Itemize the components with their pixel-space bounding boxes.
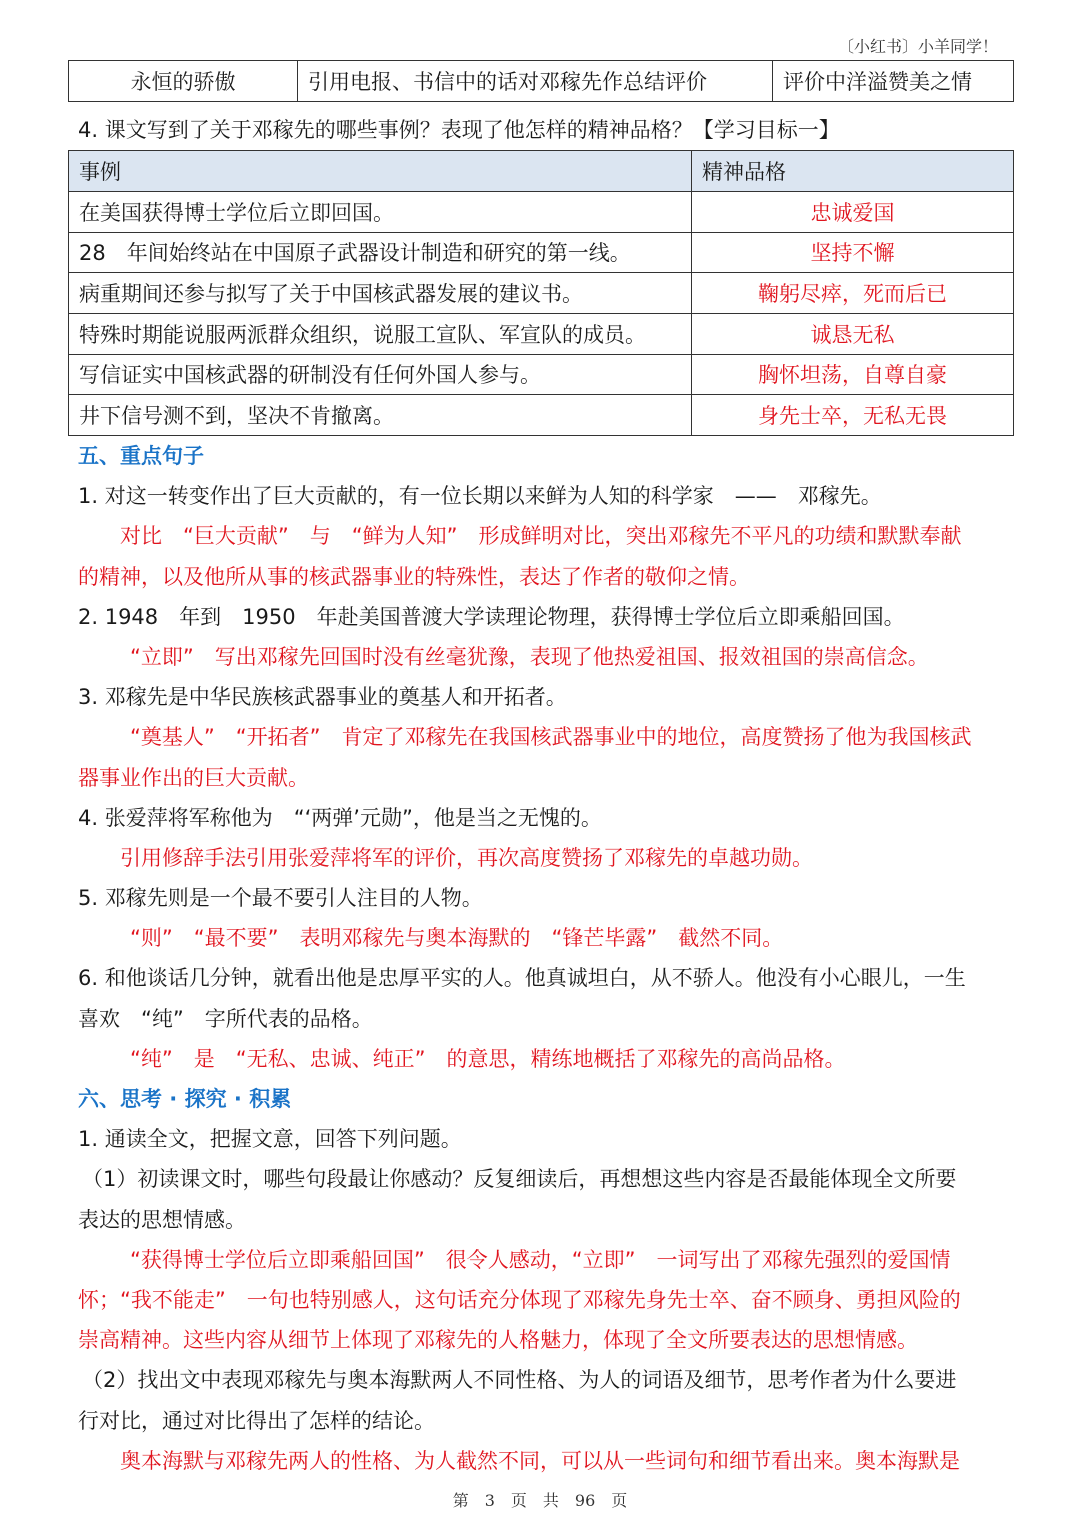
task-1-a1-line-3: 崇高精神。这些内容从细节上体现了邓稼先的人格魅力，体现了全文所要表达的思想情感。 <box>78 1328 918 1353</box>
column-header-deeds: 事例 <box>69 151 692 192</box>
page-content <box>68 60 1014 1481</box>
analysis-1-line-2: 的精神，以及他所从事的核武器事业的特殊性，表达了作者的敬仰之情。 <box>78 564 750 589</box>
page-number: 第 3 页 共 96 页 <box>452 1491 628 1510</box>
deed-cell: 病重期间还参与拟写了关于中国核武器发展的建议书。 <box>69 273 692 314</box>
table-row <box>69 354 1014 395</box>
deed-cell: 井下信号测不到，坚决不肯撤离。 <box>69 395 692 436</box>
spirit-cell: 身先士卒，无私无畏 <box>692 395 1014 436</box>
spirit-cell: 鞠躬尽瘁，死而后已 <box>692 273 1014 314</box>
sentence-5: 5. 邓稼先则是一个最不要引人注目的人物。 <box>78 886 483 911</box>
task-1-a2-line-1: 奥本海默与邓稼先两人的性格、为人截然不同，可以从一些词句和细节看出来。奥本海默是 <box>120 1448 960 1473</box>
sentence-4: 4. 张爱萍将军称他为 “‘两弹’元勋”，他是当之无愧的。 <box>78 805 602 830</box>
analysis-5: “则” “最不要” 表明邓稼先与奥本海默的 “锋芒毕露” 截然不同。 <box>130 926 784 951</box>
sentence-1: 1. 对这一转变作出了巨大贡献的，有一位长期以来鲜为人知的科学家 —— 邓稼先。 <box>78 484 882 509</box>
task-1-q1-line-2: 表达的思想情感。 <box>78 1207 246 1232</box>
column-header-spirit: 精神品格 <box>692 151 1014 192</box>
sentence-3: 3. 邓稼先是中华民族核武器事业的奠基人和开拓者。 <box>78 685 567 710</box>
spirit-cell: 忠诚爱国 <box>692 191 1014 232</box>
analysis-1-line-1: 对比 “巨大贡献” 与 “鲜为人知” 形成鲜明对比，突出邓稼先不平凡的功绩和默默奉献 <box>120 524 962 549</box>
deed-cell: 在美国获得博士学位后立即回国。 <box>69 191 692 232</box>
deed-cell: 28 年间始终站在中国原子武器设计制造和研究的第一线。 <box>69 232 692 273</box>
task-1-q1-line-1: （1）初读课文时，哪些句段最让你感动？反复细读后，再想想这些内容是否最能体现全文所要 <box>82 1167 957 1192</box>
deed-cell: 写信证实中国核武器的研制没有任何外国人参与。 <box>69 354 692 395</box>
table-row <box>69 273 1014 314</box>
sentence-6-line-1: 6. 和他谈话几分钟，就看出他是忠厚平实的人。他真诚坦白，从不骄人。他没有小心眼儿，一生 <box>78 966 966 991</box>
table-cell: 评价中洋溢赞美之情 <box>773 61 1014 102</box>
task-1-q2-line-1: （2）找出文中表现邓稼先与奥本海默两人不同性格、为人的词语及细节，思考作者为什么要进 <box>82 1368 957 1393</box>
summary-table <box>68 60 1014 102</box>
deed-cell: 特殊时期能说服两派群众组织，说服工宣队、军宣队的成员。 <box>69 313 692 354</box>
analysis-4: 引用修辞手法引用张爱萍将军的评价，再次高度赞扬了邓稼先的卓越功勋。 <box>120 845 813 870</box>
section-title-think-explore: 六、思考 · 探究 · 积累 <box>78 1087 292 1111</box>
spirit-cell: 诚恳无私 <box>692 313 1014 354</box>
spirit-cell: 坚持不懈 <box>692 232 1014 273</box>
question-4: 4. 课文写到了关于邓稼先的哪些事例？表现了他怎样的精神品格？【学习目标一】 <box>78 118 840 142</box>
sentence-6-line-2: 喜欢 “纯” 字所代表的品格。 <box>78 1006 373 1031</box>
task-1: 1. 通读全文，把握文意，回答下列问题。 <box>78 1127 462 1152</box>
analysis-2: “立即” 写出邓稼先回国时没有丝毫犹豫，表现了他热爱祖国、报效祖国的崇高信念。 <box>130 644 929 669</box>
analysis-3-line-2: 器事业作出的巨大贡献。 <box>78 765 309 790</box>
table-row <box>69 313 1014 354</box>
table-row <box>69 61 1014 102</box>
task-1-q2-line-2: 行对比，通过对比得出了怎样的结论。 <box>78 1408 435 1433</box>
table-row <box>69 191 1014 232</box>
section-title-key-sentences: 五、重点句子 <box>78 444 204 468</box>
table-row <box>69 232 1014 273</box>
task-1-a1-line-1: “获得博士学位后立即乘船回国” 很令人感动，“立即” 一词写出了邓稼先强烈的爱国情 <box>130 1247 951 1272</box>
sentence-2: 2. 1948 年到 1950 年赴美国普渡大学读理论物理，获得博士学位后立即乘船回国。 <box>78 604 905 629</box>
spirit-cell: 胸怀坦荡，自尊自豪 <box>692 354 1014 395</box>
analysis-3-line-1: “奠基人” “开拓者” 肯定了邓稼先在我国核武器事业中的地位，高度赞扬了他为我国核武 <box>130 725 972 750</box>
table-cell: 引用电报、书信中的话对邓稼先作总结评价 <box>298 61 773 102</box>
table-header-row <box>69 151 1014 192</box>
page-header: 〔小红书〕小羊同学！ <box>837 37 998 56</box>
analysis-6: “纯” 是 “无私、忠诚、纯正” 的意思，精练地概括了邓稼先的高尚品格。 <box>130 1046 846 1071</box>
deeds-table <box>68 150 1014 436</box>
table-cell: 永恒的骄傲 <box>69 61 298 102</box>
table-row <box>69 395 1014 436</box>
task-1-a1-line-2: 怀；“我不能走” 一句也特别感人，这句话充分体现了邓稼先身先士卒、奋不顾身、勇担风险的 <box>78 1287 961 1312</box>
